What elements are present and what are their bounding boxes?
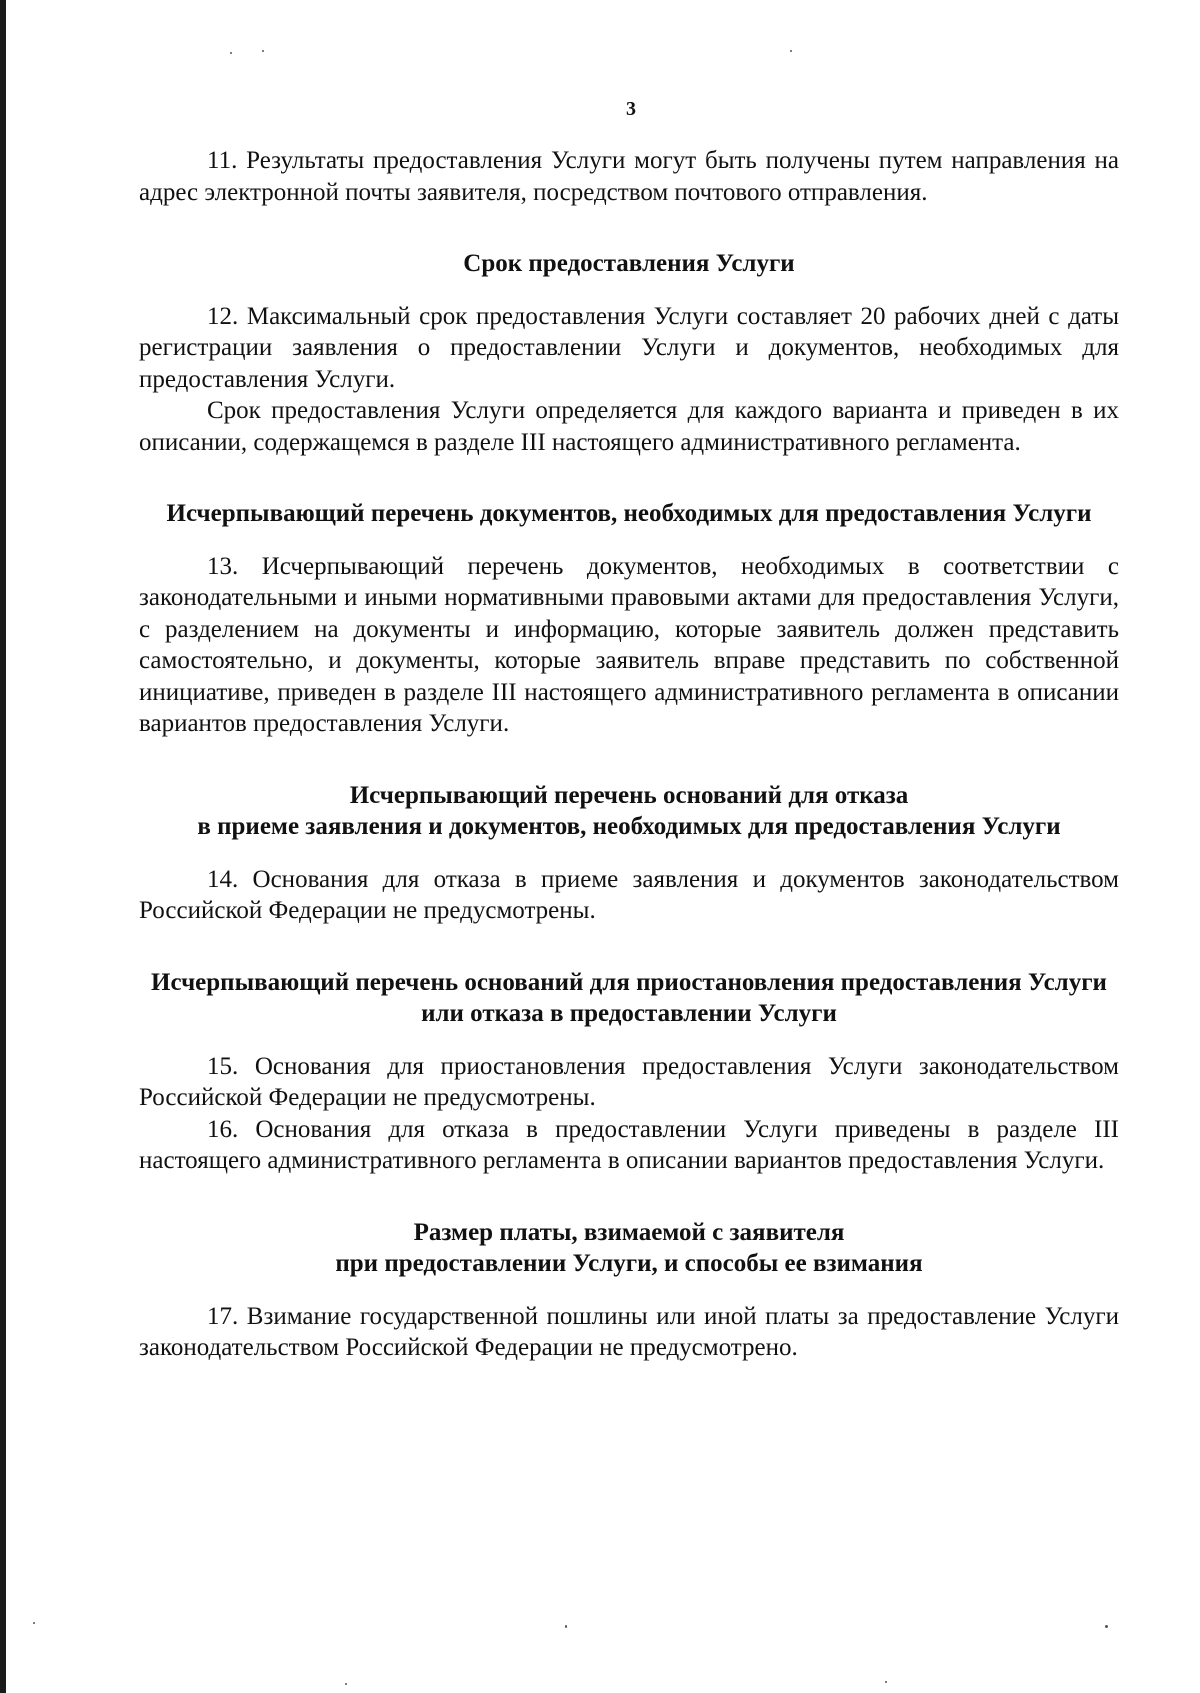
scan-speck [885, 1681, 887, 1683]
scan-speck [262, 50, 264, 52]
scan-speck [345, 1683, 347, 1685]
scan-speck [230, 52, 232, 54]
section-heading: Исчерпывающий перечень оснований для приостановления предоставления Услуги или отказа в предоставлении Услуги [151, 968, 1107, 1027]
section-spacer [139, 208, 1119, 248]
heading-spacer [139, 1280, 1119, 1301]
scan-speck [1105, 1625, 1108, 1628]
paragraph: 17. Взимание государственной пошлины или иной платы за предоставление Услуги законодательством Российской Федерации не предусмотрено. [139, 1302, 1119, 1361]
section-heading: в приеме заявления и документов, необходимых для предоставления Услуги [197, 813, 1061, 840]
scan-edge-shadow [0, 0, 6, 1693]
scan-speck [33, 1622, 35, 1624]
section-spacer [139, 1177, 1119, 1217]
section-heading: Размер платы, взимаемой с заявителя [413, 1218, 845, 1246]
page-number: 3 [626, 98, 636, 120]
paragraph: 16. Основания для отказа в предоставлении Услуги приведены в разделе III настоящего административного регламента в описании вариантов предоставления Услуги. [139, 1115, 1119, 1174]
heading-spacer [139, 843, 1119, 864]
paragraph: 15. Основания для приостановления предоставления Услуги законодательством Российской Федерации не предусмотрены. [139, 1052, 1119, 1111]
scan-speck [565, 1625, 567, 1628]
section-spacer [139, 927, 1119, 967]
section-spacer [139, 740, 1119, 780]
section-heading: при предоставлении Услуги, и способы ее взимания [335, 1250, 923, 1277]
section-spacer [139, 458, 1119, 498]
paragraph: 14. Основания для отказа в приеме заявления и документов законодательством Российской Федерации не предусмотрены. [139, 865, 1119, 924]
section-heading: Исчерпывающий перечень документов, необходимых для предоставления Услуги [166, 500, 1092, 527]
heading-spacer [139, 280, 1119, 301]
heading-spacer [139, 530, 1119, 551]
section-heading: Исчерпывающий перечень оснований для отказа [349, 781, 909, 809]
heading-spacer [139, 1030, 1119, 1051]
paragraph: Срок предоставления Услуги определяется для каждого варианта и приведен в их описании, содержащемся в разделе III настоящего административного регламента. [139, 397, 1119, 456]
scan-speck [790, 50, 792, 52]
paragraph: 11. Результаты предоставления Услуги могут быть получены путем направления на адрес электронной почты заявителя, посредством почтового отправления. [139, 147, 1119, 206]
paragraph: 13. Исчерпывающий перечень документов, необходимых в соответствии с законодательными и иными нормативными правовыми актами для предоставления Услуги, с разделением на документы и информацию, которые заявитель должен представить самостоятельно, и документы, которые заявитель вправе представить по собственной инициативе, приведен в разделе III настоящего административного регламента в описании вариантов предоставления Услуги. [139, 552, 1119, 737]
paragraph: 12. Максимальный срок предоставления Услуги составляет 20 рабочих дней с даты регистрации заявления о предоставлении Услуги и документов, необходимых для предоставления Услуги. [139, 302, 1119, 393]
document-body [139, 145, 1119, 1364]
section-heading: Срок предоставления Услуги [463, 250, 795, 277]
